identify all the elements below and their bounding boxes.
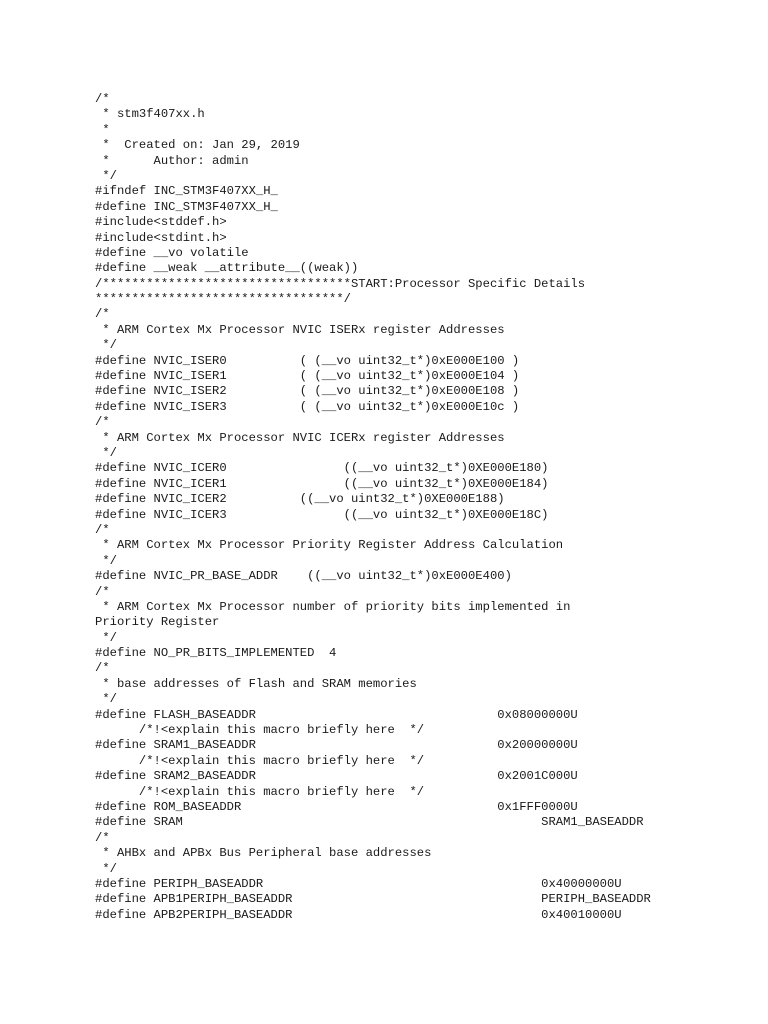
code-line: #define NVIC_ISER2 ( (__vo uint32_t*)0xE000E108 ) — [95, 384, 520, 399]
code-line: */ — [95, 445, 117, 460]
code-line: * ARM Cortex Mx Processor Priority Register Address Calculation — [95, 538, 564, 553]
code-line: Priority Register — [95, 615, 220, 630]
code-line: /* — [95, 92, 110, 106]
code-line: #define ROM_BASEADDR 0x1FFF0000U — [95, 799, 578, 814]
code-line: /*!<explain this macro briefly here */ — [95, 753, 425, 768]
code-line: /* — [95, 830, 110, 845]
code-line: #define APB2PERIPH_BASEADDR 0x40010000U — [95, 907, 622, 922]
code-line: #define NVIC_ISER1 ( (__vo uint32_t*)0xE000E104 ) — [95, 369, 520, 384]
code-line: #include<stddef.h> — [95, 215, 227, 230]
code-line: * AHBx and APBx Bus Peripheral base addresses — [95, 846, 432, 861]
code-line: */ — [95, 168, 117, 183]
code-line: * ARM Cortex Mx Processor NVIC ICERx register Addresses — [95, 430, 505, 445]
code-line: /* — [95, 661, 110, 676]
code-line: * base addresses of Flash and SRAM memories — [95, 676, 417, 691]
code-line: /*!<explain this macro briefly here */ — [95, 723, 425, 738]
document-page — [95, 92, 735, 923]
code-line: */ — [95, 553, 117, 568]
code-line: * ARM Cortex Mx Processor NVIC ISERx register Addresses — [95, 322, 505, 337]
code-line: #define SRAM1_BASEADDR 0x20000000U — [95, 738, 578, 753]
code-line: #define NVIC_ISER0 ( (__vo uint32_t*)0xE000E100 ) — [95, 353, 520, 368]
code-line: **********************************/ — [95, 292, 351, 307]
code-line: #define PERIPH_BASEADDR 0x40000000U — [95, 876, 622, 891]
code-line: #define NVIC_ICER2 ((__vo uint32_t*)0XE000E188) — [95, 492, 505, 507]
code-line: */ — [95, 338, 117, 353]
code-line: /* — [95, 584, 110, 599]
code-line: #define NVIC_ISER3 ( (__vo uint32_t*)0xE000E10c ) — [95, 399, 520, 414]
code-line: * ARM Cortex Mx Processor number of priority bits implemented in — [95, 599, 571, 614]
code-line: /*!<explain this macro briefly here */ — [95, 784, 425, 799]
code-line: /* — [95, 415, 110, 430]
code-line: #define NO_PR_BITS_IMPLEMENTED 4 — [95, 646, 337, 661]
code-line: #define __vo volatile — [95, 245, 249, 260]
code-line: * stm3f407xx.h — [95, 107, 205, 122]
code-line: #define INC_STM3F407XX_H_ — [95, 199, 278, 214]
code-line: * Created on: Jan 29, 2019 — [95, 138, 300, 153]
code-line: */ — [95, 861, 117, 876]
code-line: #ifndef INC_STM3F407XX_H_ — [95, 184, 278, 199]
code-line: #include<stdint.h> — [95, 230, 227, 245]
code-line: #define FLASH_BASEADDR 0x08000000U — [95, 707, 578, 722]
code-line: #define SRAM2_BASEADDR 0x2001C000U — [95, 769, 578, 784]
code-line: #define __weak __attribute__((weak)) — [95, 261, 359, 276]
code-line: */ — [95, 630, 117, 645]
code-line: #define NVIC_ICER1 ((__vo uint32_t*)0XE000E184) — [95, 476, 549, 491]
code-line: #define NVIC_PR_BASE_ADDR ((__vo uint32_t*)0xE000E400) — [95, 569, 512, 584]
code-line: /* — [95, 307, 110, 322]
code-line: #define APB1PERIPH_BASEADDR PERIPH_BASEADDR — [95, 892, 651, 907]
code-line: * Author: admin — [95, 153, 249, 168]
code-line: */ — [95, 692, 117, 707]
code-line: /**********************************START:Processor Specific Details — [95, 276, 586, 291]
code-line: #define SRAM SRAM1_BASEADDR — [95, 815, 644, 830]
code-line: * — [95, 122, 110, 137]
code-line: #define NVIC_ICER3 ((__vo uint32_t*)0XE000E18C) — [95, 507, 549, 522]
code-line: #define NVIC_ICER0 ((__vo uint32_t*)0XE000E180) — [95, 461, 549, 476]
code-line: /* — [95, 522, 110, 537]
